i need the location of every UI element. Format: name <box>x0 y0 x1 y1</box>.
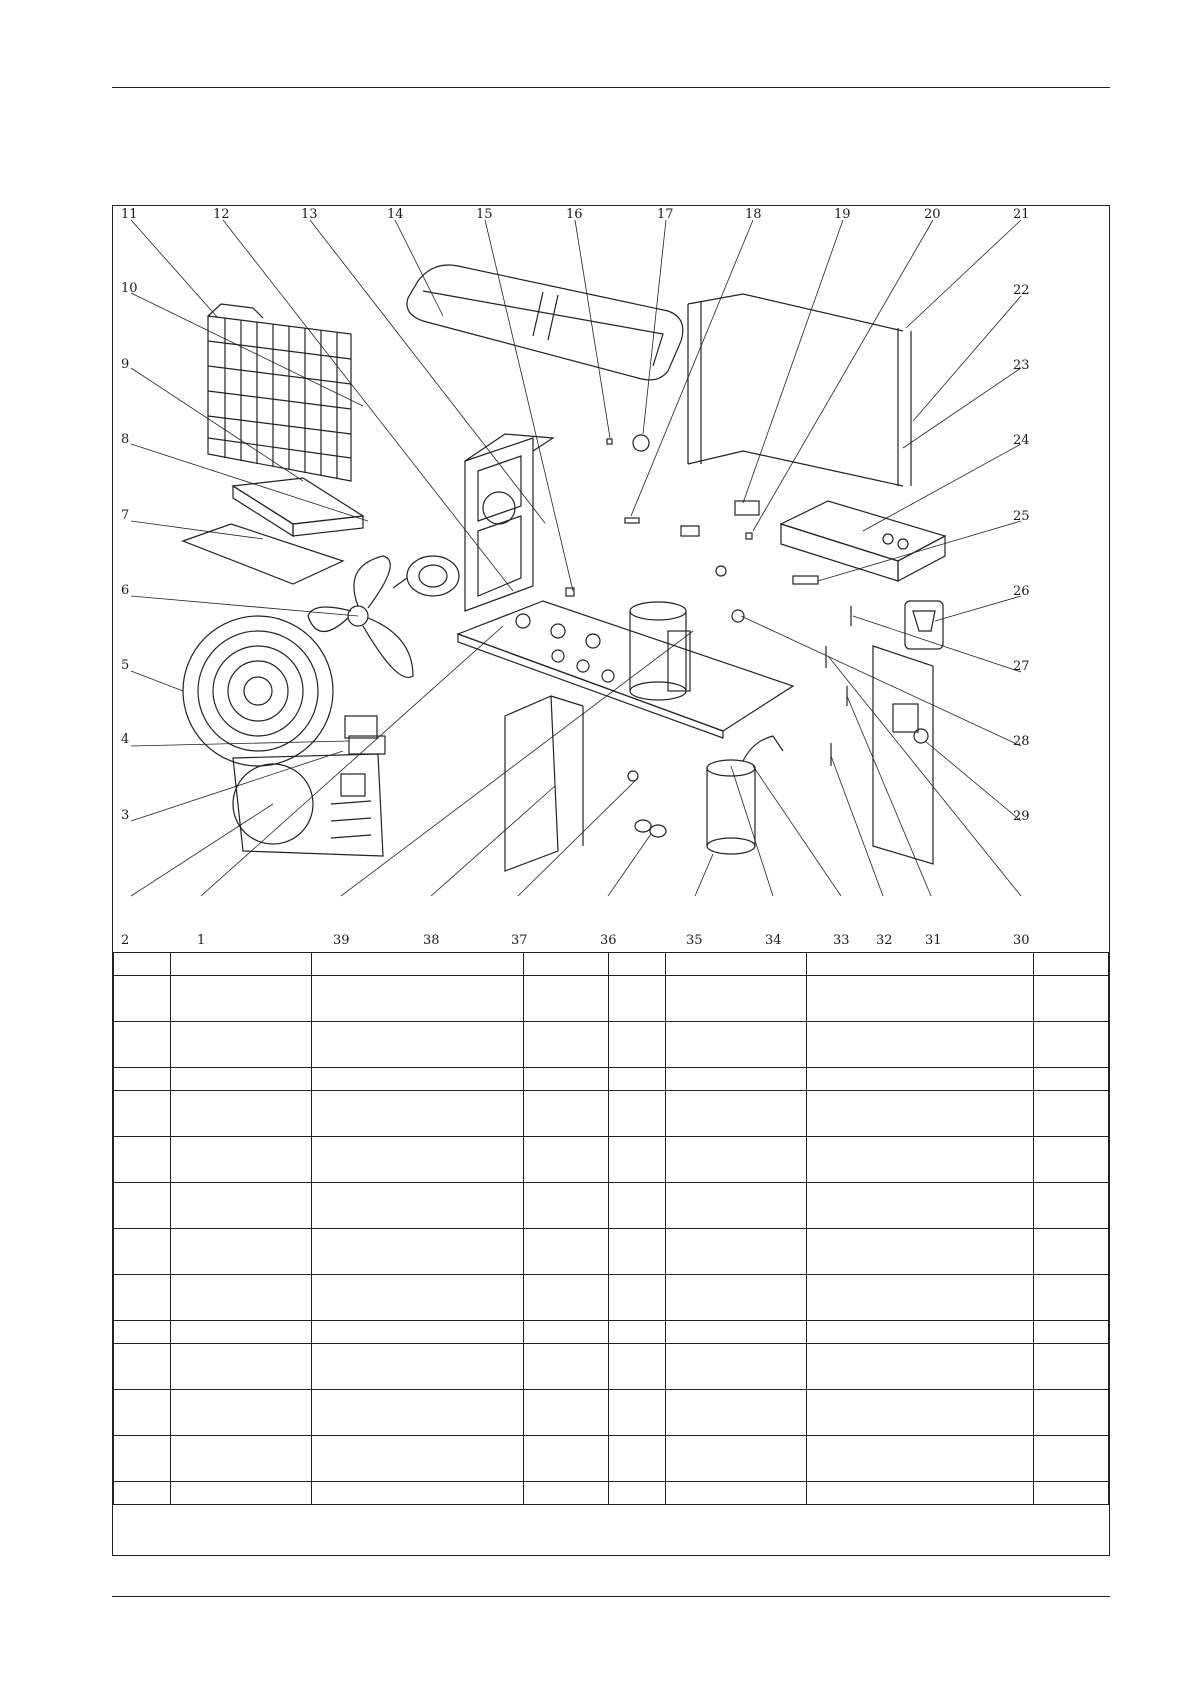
table-cell <box>171 1068 312 1091</box>
table-cell <box>807 1022 1034 1068</box>
table-cell <box>609 1275 666 1321</box>
table-cell <box>609 1344 666 1390</box>
table-cell <box>666 1321 807 1344</box>
table-cell <box>524 1344 609 1390</box>
exploded-view-diagram <box>113 206 1108 952</box>
table-cell <box>524 1183 609 1229</box>
callout-4: 4 <box>121 732 130 747</box>
table-cell <box>114 1390 171 1436</box>
callout-9: 9 <box>121 357 130 372</box>
table-cell <box>807 1229 1034 1275</box>
table-cell <box>171 1137 312 1183</box>
table-cell <box>1034 1229 1109 1275</box>
table-row <box>114 1091 1109 1137</box>
electric-box-cover <box>233 478 363 536</box>
callout-33: 33 <box>833 933 850 948</box>
table-cell <box>114 1344 171 1390</box>
rear-grille-panel <box>208 304 351 481</box>
table-cell <box>666 1091 807 1137</box>
table-cell <box>524 1482 609 1505</box>
callout-34: 34 <box>765 933 782 948</box>
table-cell <box>114 1229 171 1275</box>
table-cell <box>171 1390 312 1436</box>
display-window <box>345 716 385 754</box>
table-cell <box>524 1068 609 1091</box>
callout-7: 7 <box>121 508 130 523</box>
table-cell <box>524 1321 609 1344</box>
table-cell <box>666 976 807 1022</box>
table-cell <box>609 1321 666 1344</box>
table-cell <box>171 976 312 1022</box>
table-cell <box>807 1137 1034 1183</box>
table-cell <box>114 1137 171 1183</box>
table-row <box>114 1275 1109 1321</box>
callout-28: 28 <box>1013 734 1030 749</box>
table-cell <box>666 953 807 976</box>
table-cell <box>171 1091 312 1137</box>
table-cell <box>807 1091 1034 1137</box>
table-cell <box>666 1275 807 1321</box>
table-cell <box>807 1321 1034 1344</box>
top-cover <box>407 265 683 380</box>
titanium-heat-exchanger <box>707 736 783 854</box>
callout-27: 27 <box>1013 659 1030 674</box>
table-row <box>114 953 1109 976</box>
callout-18: 18 <box>745 207 762 222</box>
table-cell <box>807 1390 1034 1436</box>
base-tray <box>458 601 793 738</box>
table-cell <box>171 1344 312 1390</box>
table-cell <box>524 1229 609 1275</box>
table-cell <box>312 1068 524 1091</box>
right-side-panel <box>873 646 933 864</box>
table-cell <box>1034 976 1109 1022</box>
fan-blade <box>308 556 413 677</box>
table-cell <box>114 1183 171 1229</box>
table-cell <box>1034 1344 1109 1390</box>
callout-17: 17 <box>657 207 674 222</box>
callout-37: 37 <box>511 933 528 948</box>
table-row <box>114 976 1109 1022</box>
table-cell <box>524 1091 609 1137</box>
table-cell <box>609 953 666 976</box>
table-row <box>114 1390 1109 1436</box>
table-cell <box>312 1482 524 1505</box>
callout-3: 3 <box>121 808 130 823</box>
table-cell <box>609 1137 666 1183</box>
callout-31: 31 <box>925 933 942 948</box>
callout-23: 23 <box>1013 358 1030 373</box>
table-cell <box>666 1390 807 1436</box>
table-cell <box>114 1022 171 1068</box>
table-cell <box>524 1390 609 1436</box>
table-cell <box>312 1091 524 1137</box>
side-handle <box>905 601 943 649</box>
callout-26: 26 <box>1013 584 1030 599</box>
table-cell <box>1034 1482 1109 1505</box>
table-cell <box>114 976 171 1022</box>
table-cell <box>609 1183 666 1229</box>
table-cell <box>114 953 171 976</box>
callout-1: 1 <box>197 933 206 948</box>
callout-11: 11 <box>121 207 138 222</box>
table-cell <box>807 1068 1034 1091</box>
callout-29: 29 <box>1013 809 1030 824</box>
table-cell <box>524 1436 609 1482</box>
table-cell <box>114 1321 171 1344</box>
callout-20: 20 <box>924 207 941 222</box>
table-cell <box>807 976 1034 1022</box>
table-row <box>114 1321 1109 1344</box>
table-cell <box>312 976 524 1022</box>
callout-5: 5 <box>121 658 130 673</box>
table-cell <box>171 1321 312 1344</box>
callout-36: 36 <box>600 933 617 948</box>
table-cell <box>1034 1091 1109 1137</box>
table-cell <box>1034 1183 1109 1229</box>
table-cell <box>609 1022 666 1068</box>
table-cell <box>807 1275 1034 1321</box>
footer-rule <box>112 1596 1110 1597</box>
table-cell <box>807 953 1034 976</box>
table-cell <box>609 1091 666 1137</box>
callout-2: 2 <box>121 933 130 948</box>
table-cell <box>609 1229 666 1275</box>
table-row <box>114 1068 1109 1091</box>
table-cell <box>312 1229 524 1275</box>
callout-15: 15 <box>476 207 493 222</box>
table-row <box>114 1482 1109 1505</box>
table-cell <box>312 1321 524 1344</box>
table-cell <box>666 1068 807 1091</box>
callout-25: 25 <box>1013 509 1030 524</box>
table-cell <box>114 1068 171 1091</box>
callout-38: 38 <box>423 933 440 948</box>
table-cell <box>666 1022 807 1068</box>
table-cell <box>114 1091 171 1137</box>
table-cell <box>171 1229 312 1275</box>
table-cell <box>807 1183 1034 1229</box>
front-panel <box>233 754 383 856</box>
callout-22: 22 <box>1013 283 1030 298</box>
callout-39: 39 <box>333 933 350 948</box>
callout-12: 12 <box>213 207 230 222</box>
callout-10: 10 <box>121 281 138 296</box>
table-cell <box>312 1344 524 1390</box>
table-cell <box>524 1275 609 1321</box>
table-cell <box>666 1137 807 1183</box>
table-cell <box>1034 953 1109 976</box>
table-cell <box>114 1436 171 1482</box>
fan-guard <box>183 616 333 766</box>
callout-21: 21 <box>1013 207 1030 222</box>
parts-list-table <box>113 952 1109 1505</box>
table-row <box>114 1436 1109 1482</box>
table-row <box>114 1137 1109 1183</box>
callout-32: 32 <box>876 933 893 948</box>
table-cell <box>609 976 666 1022</box>
table-cell <box>312 1022 524 1068</box>
table-cell <box>171 1275 312 1321</box>
table-cell <box>666 1229 807 1275</box>
callout-35: 35 <box>686 933 703 948</box>
table-cell <box>171 953 312 976</box>
callout-13: 13 <box>301 207 318 222</box>
table-cell <box>171 1183 312 1229</box>
table-cell <box>666 1183 807 1229</box>
exploded-view-frame <box>112 205 1110 1556</box>
table-cell <box>114 1482 171 1505</box>
compressor <box>630 602 690 700</box>
table-cell <box>312 1137 524 1183</box>
table-cell <box>524 953 609 976</box>
callout-14: 14 <box>387 207 404 222</box>
table-cell <box>524 1137 609 1183</box>
callout-16: 16 <box>566 207 583 222</box>
table-cell <box>666 1436 807 1482</box>
table-cell <box>312 1436 524 1482</box>
table-cell <box>807 1482 1034 1505</box>
table-cell <box>609 1068 666 1091</box>
table-cell <box>1034 1390 1109 1436</box>
electric-control-box <box>781 501 945 581</box>
table-cell <box>312 1390 524 1436</box>
table-cell <box>524 1022 609 1068</box>
table-cell <box>171 1482 312 1505</box>
table-cell <box>609 1482 666 1505</box>
table-cell <box>666 1344 807 1390</box>
table-cell <box>312 953 524 976</box>
table-cell <box>312 1183 524 1229</box>
motor-bracket <box>465 434 553 611</box>
table-cell <box>1034 1137 1109 1183</box>
table-row <box>114 1344 1109 1390</box>
callout-30: 30 <box>1013 933 1030 948</box>
table-cell <box>1034 1022 1109 1068</box>
table-cell <box>114 1275 171 1321</box>
callout-6: 6 <box>121 583 130 598</box>
table-cell <box>609 1436 666 1482</box>
small-components <box>566 435 851 781</box>
table-cell <box>312 1275 524 1321</box>
table-cell <box>807 1344 1034 1390</box>
table-row <box>114 1229 1109 1275</box>
table-cell <box>1034 1275 1109 1321</box>
table-cell <box>1034 1321 1109 1344</box>
callout-8: 8 <box>121 432 130 447</box>
callout-19: 19 <box>834 207 851 222</box>
table-cell <box>807 1436 1034 1482</box>
callout-24: 24 <box>1013 433 1030 448</box>
fan-motor <box>393 556 459 596</box>
table-cell <box>1034 1068 1109 1091</box>
table-cell <box>171 1022 312 1068</box>
table-cell <box>609 1390 666 1436</box>
header-rule <box>112 87 1110 88</box>
table-cell <box>666 1482 807 1505</box>
table-cell <box>1034 1436 1109 1482</box>
table-cell <box>171 1436 312 1482</box>
table-row <box>114 1022 1109 1068</box>
evaporator-coil <box>688 294 911 486</box>
table-row <box>114 1183 1109 1229</box>
table-cell <box>524 976 609 1022</box>
